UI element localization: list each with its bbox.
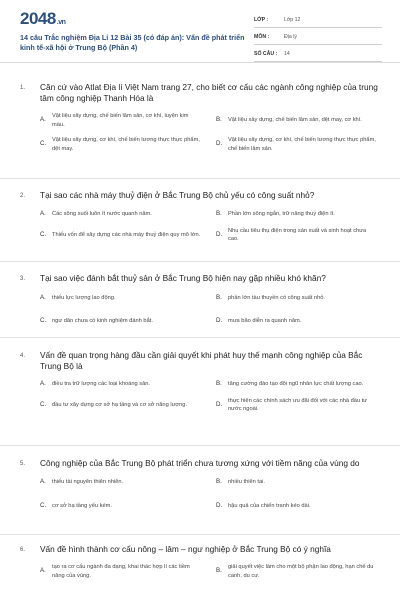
option-c[interactable] (40, 397, 202, 414)
option-d[interactable] (216, 317, 378, 326)
option-letter: B. (216, 567, 222, 575)
meta-row-class (254, 13, 382, 28)
option-a[interactable] (40, 563, 202, 580)
question-text: Vấn đề quan trọng hàng đầu cần giải quyết khi phát huy thế mạnh công nghiệp của Bắc Trung Bộ là (40, 350, 363, 371)
option-letter: C. (40, 400, 47, 408)
option-text: phần lớn tàu thuyền có công suất nhỏ. (228, 295, 326, 301)
option-c[interactable] (40, 136, 202, 153)
option-letter: B. (216, 210, 222, 217)
answer-options (20, 294, 378, 325)
option-b[interactable] (216, 294, 378, 303)
option-letter: A. (40, 294, 46, 301)
meta-label: MÔN : (254, 34, 270, 40)
site-logo[interactable] (20, 9, 65, 29)
question-header (20, 446, 378, 469)
option-letter: C. (40, 230, 47, 238)
option-text: giải quyết việc làm cho một bộ phận lao động, hạn chế du canh, du cư. (228, 564, 374, 579)
meta-info (254, 13, 382, 62)
option-text: Phần lớn sông ngắn, trữ năng thuỷ điện ít. (228, 211, 335, 217)
meta-label: LỚP : (254, 17, 269, 23)
option-letter: C. (40, 501, 47, 509)
question-text: Căn cứ vào Atlat Địa lí Việt Nam trang 27, cho biết cơ cấu các ngành công nghiệp của trung tâm công nghiệp Thanh Hóa là (40, 82, 378, 103)
option-text: tạo ra cơ cấu ngành đa dạng, khai thác hợp lí các tiềm năng của vùng. (52, 564, 190, 579)
option-text: Vật liệu xây dựng, cơ khí, chế biến lương thực thực phẩm, dệt may. (52, 137, 200, 152)
option-letter: D. (216, 400, 223, 408)
question-3 (0, 262, 400, 338)
option-letter: B. (216, 116, 222, 124)
meta-label: SỐ CÂU : (254, 51, 278, 57)
option-a[interactable] (40, 210, 202, 219)
option-letter: C. (40, 316, 47, 324)
option-letter: D. (216, 230, 223, 238)
question-text: Tại sao các nhà máy thuỷ điện ở Bắc Trung Bộ chủ yếu có công suất nhỏ? (40, 190, 315, 200)
meta-value: 14 (284, 51, 290, 57)
option-text: hậu quả của chiến tranh kéo dài. (228, 502, 311, 509)
option-c[interactable] (40, 227, 202, 244)
option-d[interactable] (216, 397, 378, 414)
question-number: 2. (20, 193, 26, 199)
option-text: tăng cường đào tạo đội ngũ nhân lực chất lượng cao. (228, 381, 364, 387)
meta-row-count (254, 47, 382, 62)
question-header (20, 72, 378, 104)
option-letter: A. (40, 380, 46, 387)
question-number: 1. (20, 85, 26, 91)
option-text: thiếu lực lượng lao động. (52, 295, 116, 301)
option-text: Vật liệu xây dựng, cơ khí, chế biến lương thực thực phẩm, chế biến lâm sản. (228, 137, 376, 152)
option-letter: D. (216, 140, 223, 148)
logo-text: 2048 (20, 9, 56, 28)
answer-options (20, 563, 378, 580)
option-b[interactable] (216, 210, 378, 219)
question-number: 4. (20, 353, 26, 359)
question-number: 6. (20, 547, 26, 553)
logo-suffix: .vn (56, 19, 66, 26)
option-b[interactable] (216, 478, 378, 487)
option-text: Các sông suối luôn ít nước quanh năm. (52, 211, 152, 217)
meta-value: Địa lý (284, 34, 297, 40)
option-b[interactable] (216, 112, 378, 129)
option-a[interactable] (40, 112, 202, 129)
page-header (0, 0, 400, 63)
page-title: 14 câu Trắc nghiệm Địa Lí 12 Bài 35 (có đáp án): Vấn đề phát triển kinh tế-xã hội ở Trung Bộ (Phần 4) (20, 33, 245, 52)
option-text: thiếu tài nguyên thiên nhiên. (52, 479, 124, 485)
answer-options (20, 380, 378, 414)
answer-options (20, 112, 378, 153)
option-text: Vật liệu xây dựng, chế biến lâm sản, cơ khí, luyện kim màu. (52, 113, 189, 128)
question-4 (0, 338, 400, 446)
option-letter: B. (216, 294, 222, 301)
question-text: Tại sao việc đánh bắt thuỷ sản ở Bắc Trung Bộ hiện nay gặp nhiều khó khăn? (40, 273, 326, 283)
option-c[interactable] (40, 502, 202, 511)
option-letter: A. (40, 478, 46, 485)
question-header (20, 179, 378, 201)
question-text: Vấn đề hình thành cơ cấu nông – lâm – ngư nghiệp ở Bắc Trung Bộ có ý nghĩa (40, 544, 331, 554)
option-text: Thiếu vốn để xây dựng các nhà máy thuỷ điện quy mô lớn. (52, 231, 201, 238)
option-letter: D. (216, 316, 223, 324)
question-number: 3. (20, 276, 26, 282)
option-text: Nhu cầu tiêu thụ điện trong sản xuất và sinh hoạt chưa cao. (228, 227, 367, 242)
option-letter: B. (216, 380, 222, 387)
option-letter: A. (40, 210, 46, 217)
option-d[interactable] (216, 227, 378, 244)
question-list (0, 72, 400, 595)
option-letter: B. (216, 478, 222, 485)
option-text: mưa bão diễn ra quanh năm. (228, 317, 302, 324)
option-text: ngư dân chưa có kinh nghiệm đánh bắt. (52, 317, 153, 324)
option-letter: A. (40, 567, 46, 575)
option-d[interactable] (216, 136, 378, 153)
meta-row-subject (254, 30, 382, 45)
option-a[interactable] (40, 380, 202, 389)
option-b[interactable] (216, 380, 378, 389)
option-b[interactable] (216, 563, 378, 580)
answer-options (20, 210, 378, 244)
question-5 (0, 446, 400, 535)
question-number: 5. (20, 461, 26, 467)
option-text: điều tra trữ lượng các loại khoáng sản. (52, 381, 150, 387)
option-letter: D. (216, 501, 223, 509)
option-text: thực hiện các chính sách ưu đãi đối với các nhà đầu tư nước ngoài. (228, 397, 368, 412)
answer-options (20, 478, 378, 510)
option-text: cơ sở hạ tầng yếu kém. (52, 502, 112, 509)
option-a[interactable] (40, 478, 202, 487)
option-text: nhiều thiên tai. (228, 479, 265, 485)
option-letter: C. (40, 140, 47, 148)
question-text: Công nghiệp của Bắc Trung Bộ phát triển chưa tương xứng với tiềm năng của vùng do (40, 458, 360, 468)
option-a[interactable] (40, 294, 202, 303)
question-6 (0, 535, 400, 595)
question-header (20, 338, 378, 372)
option-text: Vật liệu xây dựng, chế biến lâm sản, dệt may, cơ khí. (228, 117, 362, 124)
question-header (20, 262, 378, 284)
question-2 (0, 179, 400, 262)
question-header (20, 535, 378, 555)
question-1 (0, 72, 400, 179)
option-letter: A. (40, 116, 46, 124)
option-d[interactable] (216, 502, 378, 511)
meta-value: Lớp 12 (284, 17, 301, 23)
option-text: đầu tư xây dựng cơ sở hạ tầng và cơ sở năng lượng. (52, 401, 188, 408)
option-c[interactable] (40, 317, 202, 326)
